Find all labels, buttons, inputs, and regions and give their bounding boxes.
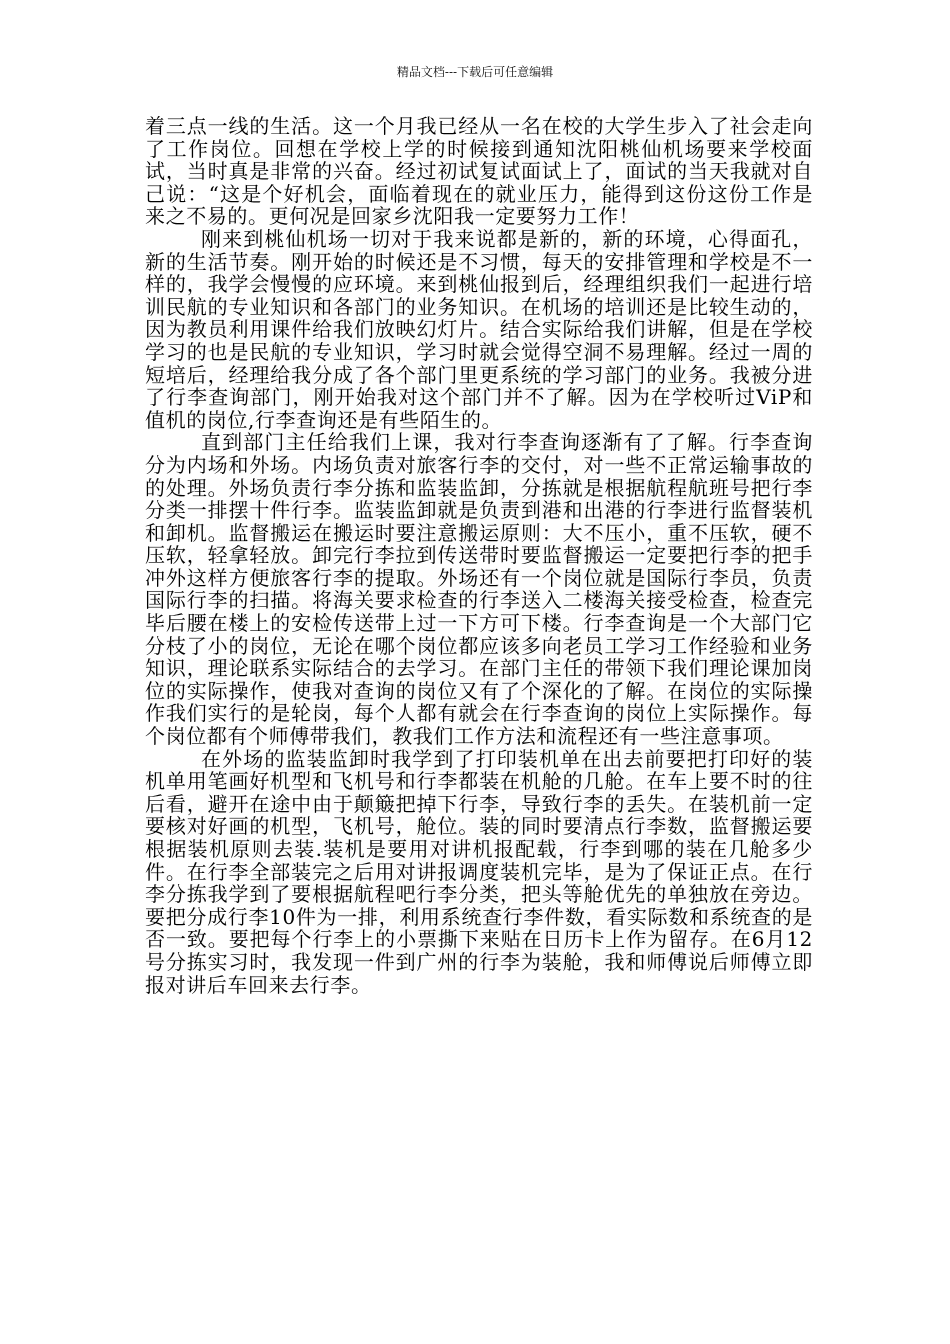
document-body: [145, 115, 813, 996]
paragraph-4: 在外场的监装监卸时我学到了打印装机单在出去前要把打印好的装机单用笔画好机型和飞机号和行李都装在机舱的几舱。在车上要不时的往后看，避开在途中由于颠簸把掉下行李，导致行李的丢失。在装机前一定要核对好画的机型，飞机号，舱位。装的同时要清点行李数，监督搬运要根据装机原则去装.装机是要用对讲机报配载，行李到哪的装在几舱多少件。在行李全部装完之后用对讲报调度装机完毕，是为了保证正点。在行李分拣我学到了要根据航程吧行李分类，把头等舱优先的单独放在旁边。要把分成行李10件为一排，利用系统查行李件数，看实际数和系统查的是否一致。要把每个行李上的小票撕下来贴在日历卡上作为留存。在6月12号分拣实习时，我发现一件到广州的行李为装舱，我和师傅说后师傅立即报对讲后车回来去行李。: [145, 746, 813, 997]
paragraph-2: 刚来到桃仙机场一切对于我来说都是新的，新的环境，心得面孔，新的生活节奏。刚开始的时候还是不习惯，每天的安排管理和学校是不一样的，我学会慢慢的应环境。来到桃仙报到后，经理组织我们一起进行培训民航的专业知识和各部门的业务知识。在机场的培训还是比较生动的，因为教员利用课件给我们放映幻灯片。结合实际给我们讲解，但是在学校学习的也是民航的专业知识，学习时就会觉得空洞不易理解。经过一周的短培后，经理给我分成了各个部门里更系统的学习部门的业务。我被分进了行李查询部门，刚开始我对这个部门并不了解。因为在学校听过ViP和值机的岗位,行李查询还是有些陌生的。: [145, 226, 813, 432]
paragraph-1: 着三点一线的生活。这一个月我已经从一名在校的大学生步入了社会走向了工作岗位。回想在学校上学的时候接到通知沈阳桃仙机场要来学校面试，当时真是非常的兴奋。经过初试复试面试上了，面试的当天我就对自己说：“这是个好机会，面临着现在的就业压力，能得到这份这份工作是来之不易的。更何况是回家乡沈阳我一定要努力工作！: [145, 114, 813, 229]
paragraph-3: 直到部门主任给我们上课，我对行李查询逐渐有了了解。行李查询分为内场和外场。内场负责对旅客行李的交付，对一些不正常运输事故的的处理。外场负责行李分拣和监装监卸，分拣就是根据航程航班号把行李分类一排摆十件行李。监装监卸就是负责到港和出港的行李进行监督装机和卸机。监督搬运在搬运时要注意搬运原则：大不压小，重不压软，硬不压软，轻拿轻放。卸完行李拉到传送带时要监督搬运一定要把行李的把手冲外这样方便旅客行李的提取。外场还有一个岗位就是国际行李员，负责国际行李的扫描。将海关要求检查的行李送入二楼海关接受检查，检查完毕后腰在楼上的安检传送带上过一下方可下楼。行李查询是一个大部门它分枝了小的岗位，无论在哪个岗位都应该多向老员工学习工作经验和业务知识，理论联系实际结合的去学习。在部门主任的带领下我们理论课加岗位的实际操作，使我对查询的岗位又有了个深化的了解。在岗位的实际操作我们实行的是轮岗，每个人都有就会在行李查询的岗位上实际操作。每个岗位都有个师傅带我们，教我们工作方法和流程还有一些注意事项。: [145, 430, 813, 749]
page-header: 精品文档---下载后可任意编辑: [396, 65, 554, 79]
